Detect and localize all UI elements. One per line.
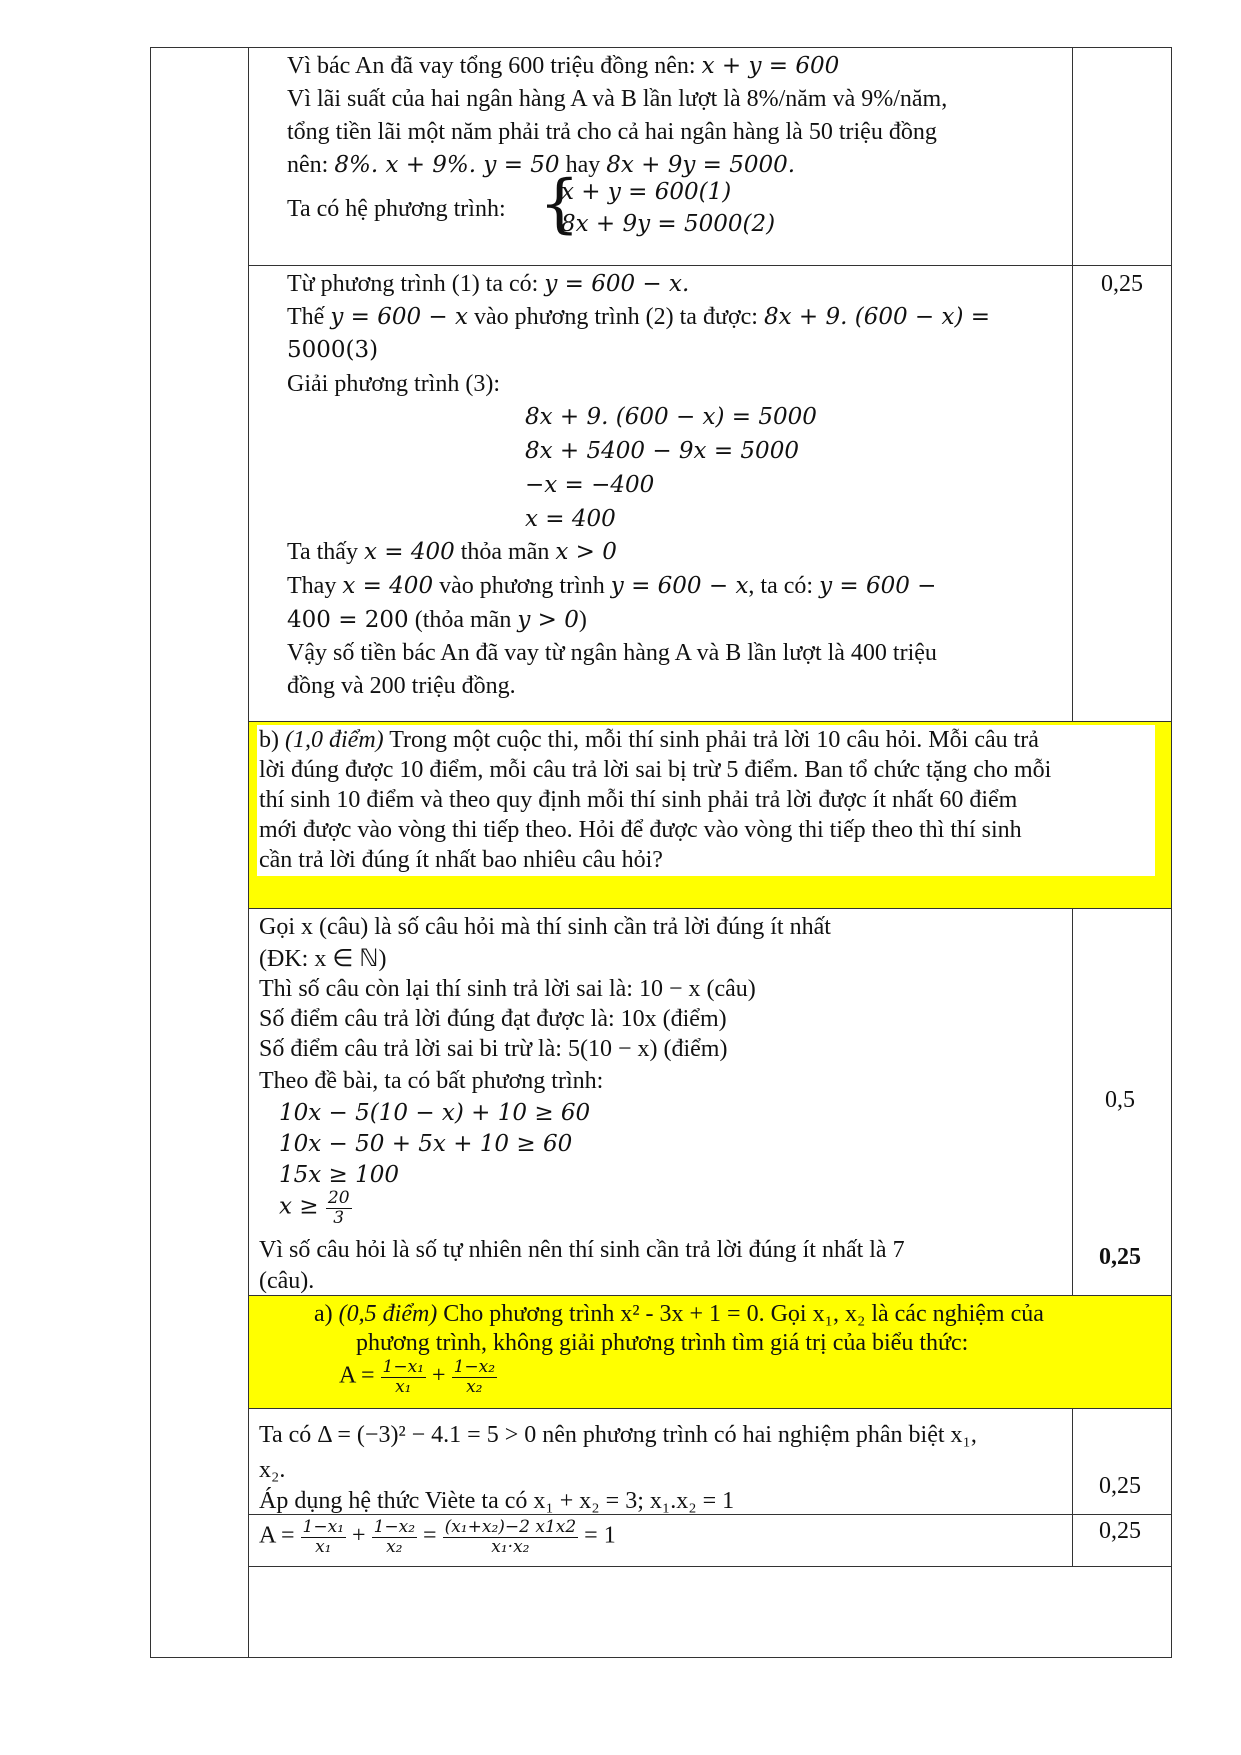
math-expr: 8x + 9y = 5000. [606, 152, 796, 178]
text: Cho phương trình x² - 3x + 1 = 0. Gọi x₁, x₂ là các nghiệm của [437, 1301, 1044, 1327]
text-line: Áp dụng hệ thức Viète ta có x₁ + x₂ = 3; x₁.x₂ = 1 [259, 1488, 735, 1514]
text: Vì bác An đã vay tổng 600 triệu đồng nên: [287, 53, 702, 79]
text-line: tổng tiền lãi một năm phải trả cho cả hai ngân hàng là 50 triệu đồng [287, 119, 937, 145]
row-content [249, 909, 1073, 1295]
math-expr: 400 = 200 [287, 607, 409, 633]
score-value: 0,5 [1105, 1087, 1135, 1113]
math-expr: 8x + 9. (600 − x) = [763, 304, 991, 330]
points-label: (1,0 điểm) [285, 727, 384, 753]
row-content [249, 266, 1073, 721]
denominator: x₁ [395, 1376, 412, 1397]
inequality-step-4 [279, 1189, 352, 1227]
text-line: Số điểm câu trả lời sai bi trừ là: 5(10 − x) (điểm) [259, 1036, 728, 1062]
text-line [287, 270, 689, 299]
row-content [249, 48, 1073, 265]
text-line: Ta có hệ phương trình: [287, 196, 506, 222]
text-line: cần trả lời đúng ít nhất bao nhiêu câu hỏi? [259, 847, 663, 873]
denominator: x₁ [315, 1536, 332, 1557]
text-line [259, 726, 1039, 755]
math-expr: x = 400 [342, 573, 434, 599]
text-line: Theo đề bài, ta có bất phương trình: [259, 1068, 604, 1094]
math-expr: y > 0 [517, 607, 579, 633]
math-expr: y = 600 − x [330, 304, 468, 330]
row-content [249, 722, 1171, 908]
score-value: 0,25 [1101, 271, 1143, 297]
score-value: 0,25 [1099, 1473, 1141, 1499]
text-line [287, 52, 839, 81]
text-line: (câu). [259, 1268, 315, 1294]
text: + [426, 1362, 452, 1389]
row-inequality [249, 909, 1171, 1296]
points-label: (0,5 điểm) [338, 1301, 438, 1327]
math-expr: x = 400 [363, 539, 455, 565]
math-expr: 8%. x + 9%. y = 50 [334, 152, 560, 178]
text-line [287, 606, 587, 635]
numerator: 1−x₁ [382, 1357, 425, 1377]
equation-step-4: x = 400 [525, 506, 616, 532]
expression-line [259, 1518, 616, 1556]
text-line: đồng và 200 triệu đồng. [287, 673, 516, 699]
text-line [287, 303, 990, 332]
row-question-a [249, 1296, 1171, 1409]
text-line: Gọi x (câu) là số câu hỏi mà thí sinh cần trả lời đúng ít nhất [259, 914, 831, 940]
expression-line [339, 1358, 497, 1396]
text: ) [578, 607, 587, 633]
inequality-step-1: 10x − 5(10 − x) + 10 ≥ 60 [279, 1100, 591, 1126]
text: A = [339, 1362, 381, 1389]
text-line: (ĐK: x ∈ ℕ) [259, 946, 387, 972]
score-cell [1071, 48, 1171, 265]
score-value: 0,25 [1099, 1244, 1141, 1270]
text: , ta có: [748, 573, 820, 599]
text-line: phương trình, không giải phương trình tìm giá trị của biểu thức: [356, 1330, 969, 1356]
numerator: (x₁+x₂)−2 x1x2 [444, 1517, 577, 1537]
text: b) [259, 727, 285, 753]
text: (thỏa mãn [408, 607, 518, 633]
equation-step-2: 8x + 5400 − 9x = 5000 [525, 438, 799, 464]
text: thỏa mãn [454, 539, 556, 565]
text-line: Thì số câu còn lại thí sinh trả lời sai là: 10 − x (câu) [259, 976, 756, 1002]
system-equation-2: 8x + 9y = 5000(2) [561, 211, 776, 237]
score-cell [1071, 1409, 1171, 1514]
text: nên: [287, 152, 335, 178]
text: Trong một cuộc thi, mỗi thí sinh phải trả lời 10 câu hỏi. Mỗi câu trả [383, 727, 1039, 753]
text-line: Số điểm câu trả lời đúng đạt được là: 10x (điểm) [259, 1006, 727, 1032]
row-system-setup [249, 48, 1171, 266]
text: = [417, 1522, 443, 1549]
text-line: lời đúng được 10 điểm, mỗi câu trả lời sai bị trừ 5 điểm. Ban tổ chức tặng cho mỗi [259, 757, 1052, 783]
row-solve-system [249, 266, 1171, 722]
math-expr: y = 600 − [819, 573, 937, 599]
row-result [249, 1515, 1171, 1567]
text: Thế [287, 304, 331, 330]
question-number-column [151, 48, 249, 1657]
fraction [452, 1358, 497, 1396]
numerator: 1−x₂ [373, 1517, 416, 1537]
text: Từ phương trình (1) ta có: [287, 271, 545, 297]
numerator: 20 [327, 1188, 350, 1208]
text: a) [314, 1301, 339, 1327]
fraction [326, 1189, 352, 1227]
denominator: x₂ [466, 1376, 483, 1397]
fraction [301, 1518, 346, 1556]
score-value: 0,25 [1099, 1518, 1141, 1544]
text: Ta thấy [287, 539, 364, 565]
text-line [314, 1300, 1044, 1329]
math-expr: y = 600 − x [610, 573, 749, 599]
score-cell [1071, 1515, 1171, 1566]
brace-symbol: { [539, 167, 580, 241]
text-line [287, 572, 936, 601]
numerator: 1−x₁ [302, 1517, 345, 1537]
text-line: Vậy số tiền bác An đã vay từ ngân hàng A và B lần lượt là 400 triệu [287, 640, 937, 666]
row-question-b [249, 722, 1171, 909]
inequality-step-3: 15x ≥ 100 [279, 1162, 400, 1188]
text-line: thí sinh 10 điểm và theo quy định mỗi thí sinh phải trả lời được ít nhất 60 điểm [259, 787, 1018, 813]
fraction [443, 1518, 579, 1556]
fraction [372, 1518, 417, 1556]
row-content [249, 1515, 1073, 1566]
equation-step-1: 8x + 9. (600 − x) = 5000 [525, 404, 817, 430]
text-line [287, 538, 617, 567]
math-expr: x > 0 [555, 539, 617, 565]
text-line: Ta có Δ = (−3)² − 4.1 = 5 > 0 nên phương trình có hai nghiệm phân biệt x₁, [259, 1422, 977, 1448]
text: hay [559, 152, 607, 178]
denominator: x₂ [386, 1536, 403, 1557]
text: vào phương trình (2) ta được: [467, 304, 764, 330]
text-line: Vì số câu hỏi là số tự nhiên nên thí sinh cần trả lời đúng ít nhất là 7 [259, 1237, 905, 1263]
text: Thay [287, 573, 343, 599]
text: + [346, 1522, 372, 1549]
system-equation-1: x + y = 600(1) [561, 179, 732, 205]
text-line: x₂. [259, 1457, 286, 1483]
score-cell [1071, 909, 1171, 1295]
score-cell [1071, 266, 1171, 721]
row-discriminant [249, 1409, 1171, 1515]
math-line: 5000(3) [287, 337, 379, 363]
answer-table [150, 47, 1172, 1658]
text-line: Giải phương trình (3): [287, 371, 500, 397]
numerator: 1−x₂ [453, 1357, 496, 1377]
inequality-step-2: 10x − 50 + 5x + 10 ≥ 60 [279, 1131, 573, 1157]
text-line: Vì lãi suất của hai ngân hàng A và B lần lượt là 8%/năm và 9%/năm, [287, 86, 948, 112]
text-line: mới được vào vòng thi tiếp theo. Hỏi để được vào vòng thi tiếp theo thì thí sinh [259, 817, 1022, 843]
denominator: 3 [333, 1207, 345, 1228]
math-expr: x ≥ [279, 1193, 326, 1220]
math-expr: x + y = 600 [701, 53, 840, 79]
denominator: x₁·x₂ [491, 1536, 530, 1557]
math-expr: y = 600 − x. [544, 271, 690, 297]
row-content [249, 1296, 1171, 1408]
text: vào phương trình [433, 573, 611, 599]
equation-step-3: −x = −400 [525, 472, 655, 498]
fraction [381, 1358, 426, 1396]
text: = 1 [578, 1522, 616, 1549]
row-content [249, 1409, 1073, 1514]
text: A = [259, 1522, 301, 1549]
